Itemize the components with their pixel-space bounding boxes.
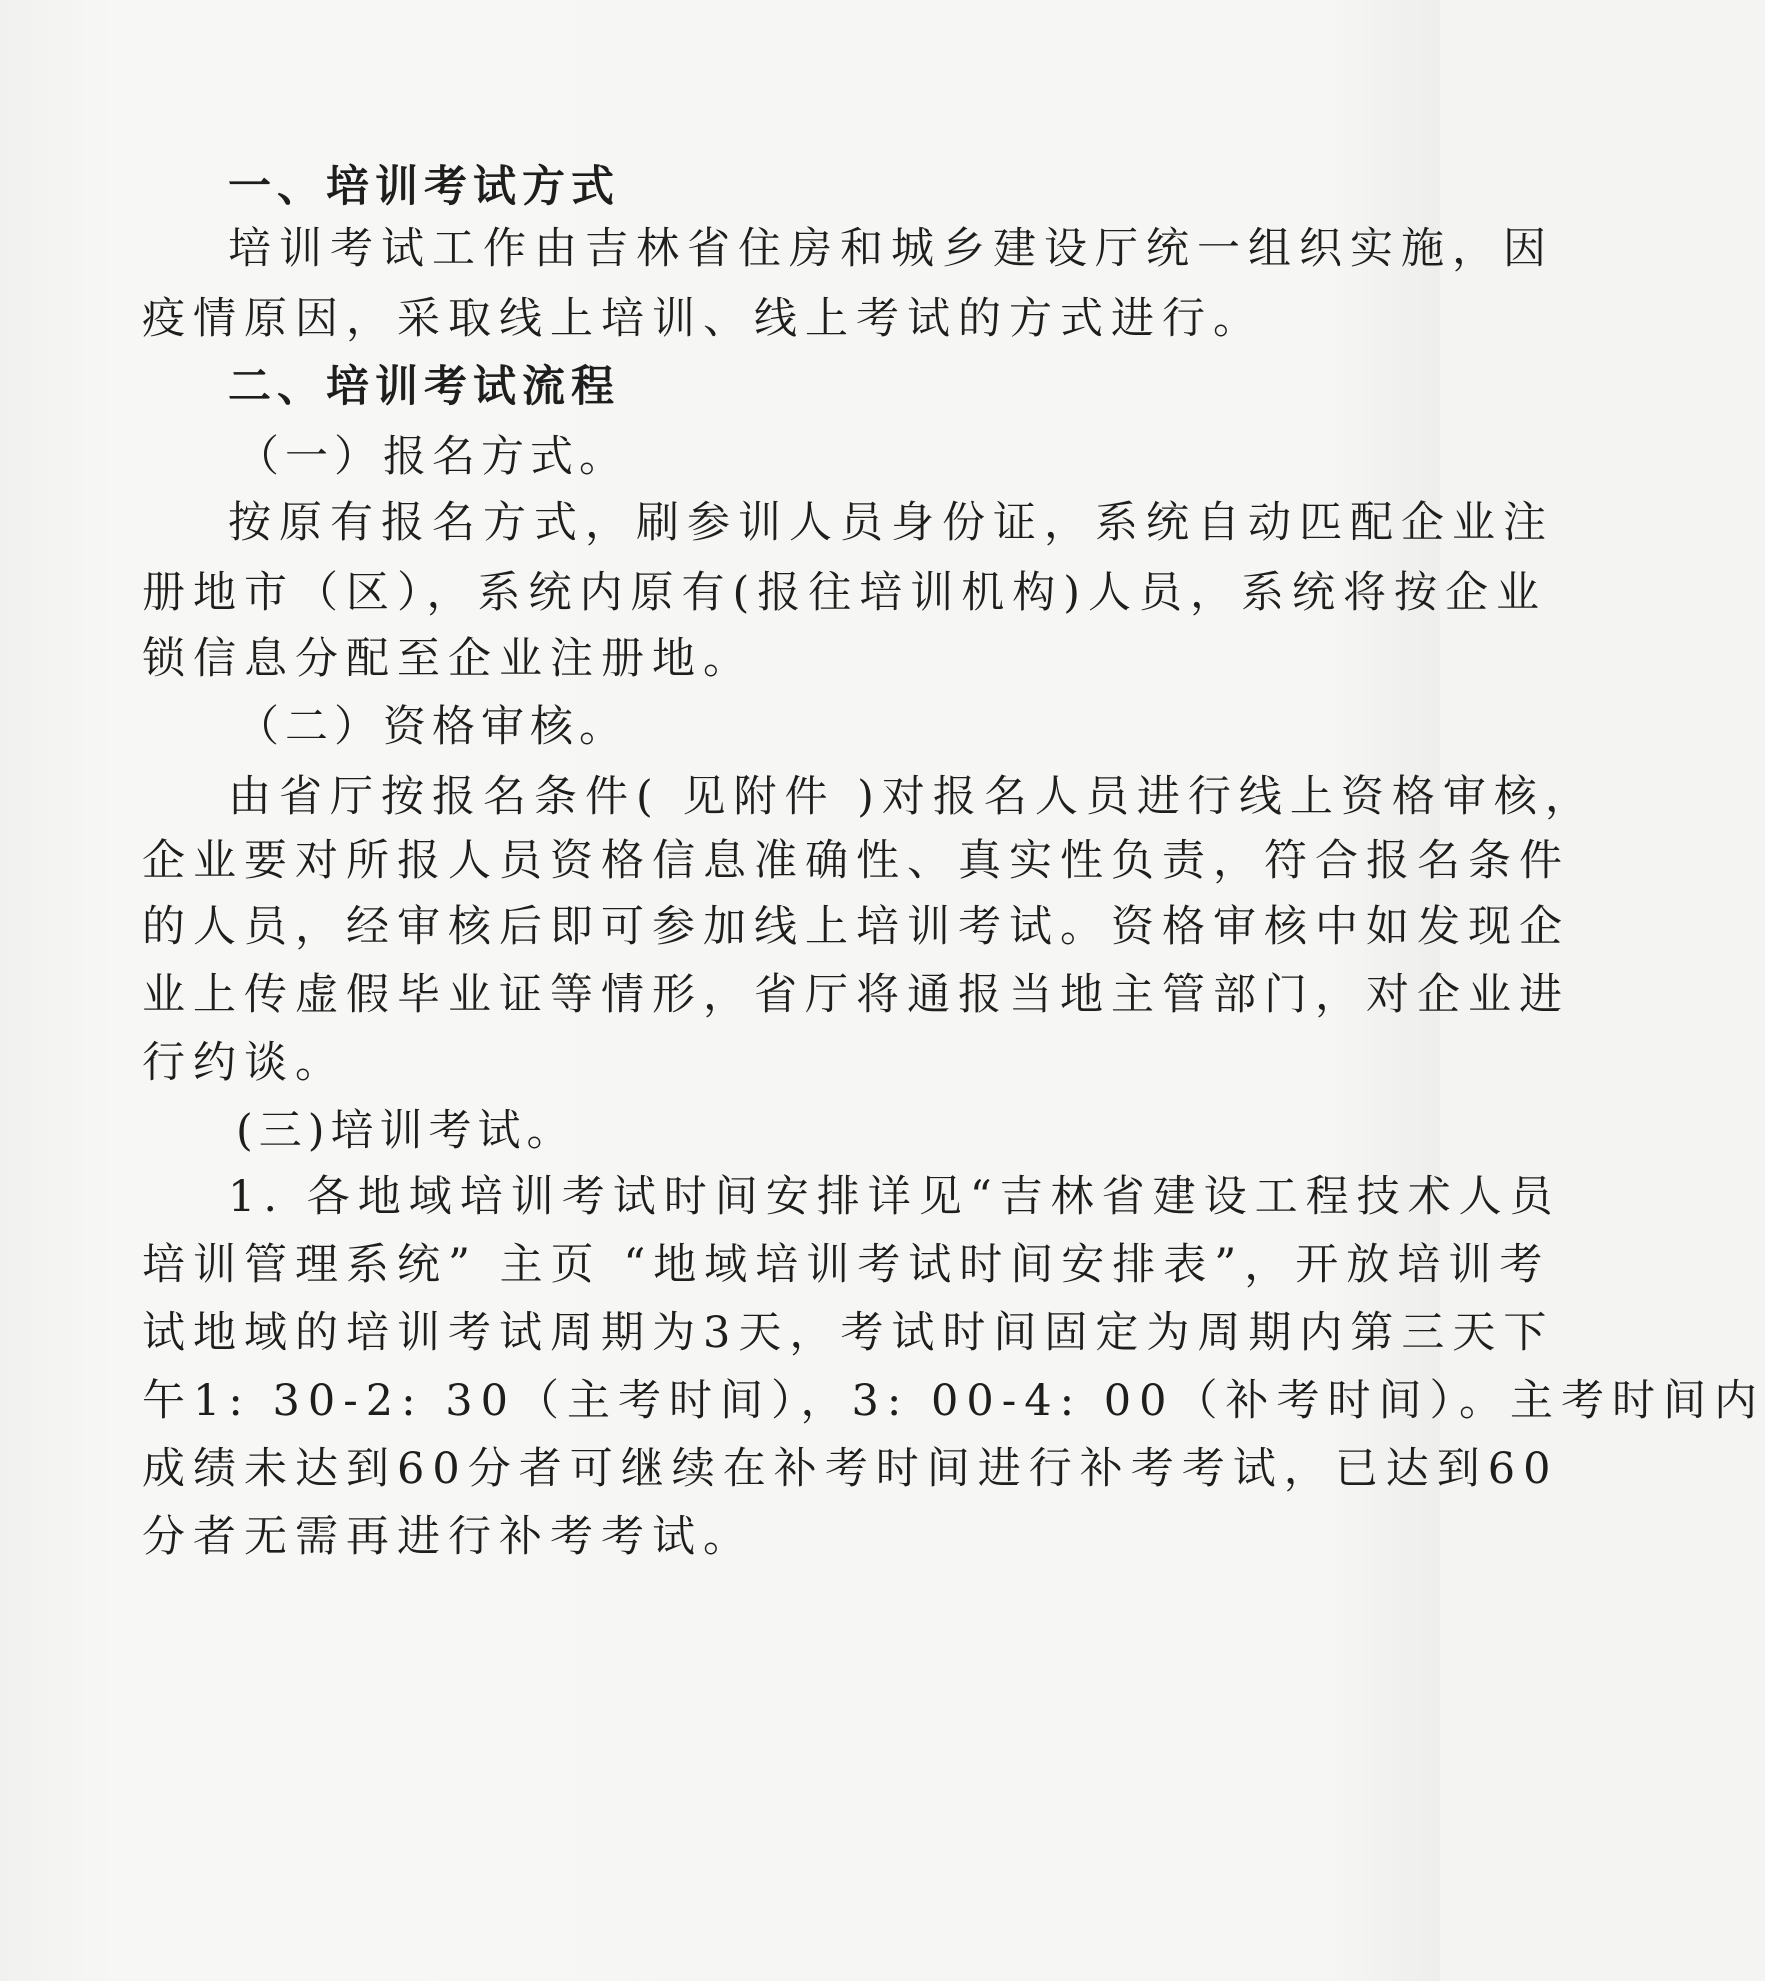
- paragraph-line: 按原有报名方式，刷参训人员身份证，系统自动匹配企业注: [228, 498, 1554, 548]
- paragraph-line: 成绩未达到60分者可继续在补考时间进行补考考试，已达到60: [142, 1444, 1559, 1494]
- paragraph-line: 锁信息分配至企业注册地。: [142, 634, 754, 684]
- section-heading-1: 一、培训考试方式: [228, 162, 620, 212]
- paragraph-line: 试地域的培训考试周期为3天，考试时间固定为周期内第三天下: [142, 1308, 1555, 1358]
- paragraph-line: 疫情原因，采取线上培训、线上考试的方式进行。: [142, 294, 1264, 344]
- subsection-heading-2: （二）资格审核。: [236, 702, 628, 752]
- paragraph-line: 业上传虚假毕业证等情形，省厅将通报当地主管部门，对企业进: [142, 970, 1570, 1020]
- paragraph-line: 企业要对所报人员资格信息准确性、真实性负责，符合报名条件: [142, 836, 1570, 886]
- paragraph-line: 培训考试工作由吉林省住房和城乡建设厅统一组织实施，因: [228, 224, 1554, 274]
- paragraph-line: 1. 各地域培训考试时间安排详见“吉林省建设工程技术人员: [228, 1172, 1561, 1222]
- paragraph-line: 由省厅按报名条件( 见附件 )对报名人员进行线上资格审核，: [228, 772, 1596, 822]
- paragraph-line: 的人员，经审核后即可参加线上培训考试。资格审核中如发现企: [142, 902, 1570, 952]
- subsection-heading-3: (三)培训考试。: [236, 1106, 576, 1156]
- paragraph-line: 册地市（区），系统内原有(报往培训机构)人员，系统将按企业: [142, 568, 1548, 618]
- paragraph-line: 分者无需再进行补考考试。: [142, 1512, 754, 1562]
- paragraph-line: 午1: 30-2: 30（主考时间），3: 00-4: 00（补考时间）。主考时间内: [142, 1376, 1765, 1426]
- section-heading-2: 二、培训考试流程: [228, 362, 620, 412]
- paragraph-line: 培训管理系统” 主页 “地域培训考试时间安排表”，开放培训考: [142, 1240, 1551, 1290]
- subsection-heading-1: （一）报名方式。: [236, 432, 628, 482]
- paragraph-line: 行约谈。: [142, 1038, 346, 1088]
